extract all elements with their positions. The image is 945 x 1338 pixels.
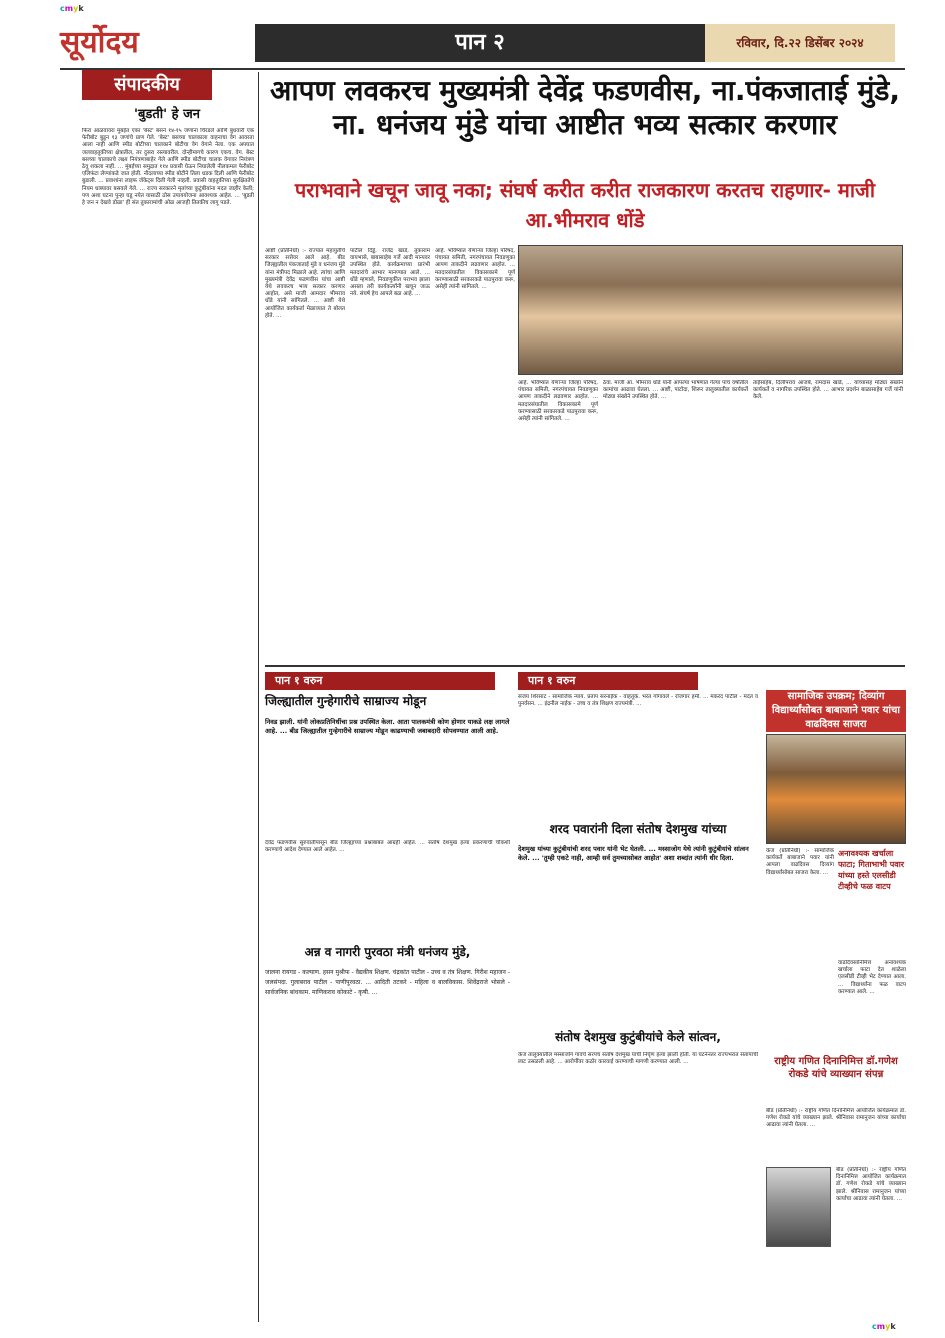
side-story-1-body: केज (प्रतिनिधी) :- सामाजिक कार्यकर्ते बाबाजाने पवार यांनी आपला वाढदिवस दिव्यांग विद्यार्थ्यांसोबत साजरा केला. ... <box>766 848 834 876</box>
ministers-list: जालना रायगड - कल्याण. हसन मुश्रीफ - वैद्यकीय शिक्षण. चंद्रकांत पाटील - उच्च व तंत्र शिक्षण. गिरीश महाजन - जलसंपदा. गुलाबराव पाटील - पाणीपुरवठा. ... आदिती तटकरे - महिला व बालविकास. शिवेंद्रराजे भोसले - सार्वजनिक बांधकाम. माणिकराव कोकाटे - कृषी. ... <box>265 969 510 996</box>
lead-headline: आपण लवकरच मुख्यमंत्री देवेंद्र फडणवीस, ना.पंकजाताई मुंडे, ना. धनंजय मुंडे यांचा आष्टीत भव्य सत्कार करणार <box>269 74 901 141</box>
lead-column-3b: आहे. भविष्यात येणाऱ्या जिल्हा परिषद, पंचायत समिती, नगरपंचायत निवडणुका आपण ताकदीने लढवणार आहोत. ... मतदारसंघातील विकासकामे पूर्ण करण्यासाठी सरकारकडे पाठपुरावा करू, असेही त्यांनी सांगितले. ... <box>518 380 598 423</box>
side-story-2-headline: राष्ट्रीय गणित दिनानिमित्त डॉ.गणेश रोकडे यांचे व्याख्यान संपन्न <box>774 1056 898 1080</box>
lead-column-3: आहे. भविष्यात येणाऱ्या जिल्हा परिषद, पंचायत समिती, नगरपंचायत निवडणुका आपण ताकदीने लढवणार आहोत. ... मतदारसंघातील विकासकामे पूर्ण करण्यासाठी सरकारकडे पाठपुरावा करू, असेही त्यांनी सांगितले. ... <box>435 248 515 291</box>
lead-column-1: आष्टी (प्रतिनिधी) :- राज्यात महायुतीचे सरकार सत्तेवर आले आहे. बीड जिल्ह्यातील पंकजाताई मुंडे व धनंजय मुंडे यांना मंत्रीपद मिळाले आहे. त्यांचा आणि मुख्यमंत्री देवेंद्र फडणवीस यांचा आष्टी येथे लवकरच भव्य सत्कार करणार आहोत, असे माजी आमदार भीमराव धोंडे यांनी सांगितले. ... आष्टी येथे आयोजित कार्यकर्ता मेळाव्यात ते बोलत होते. ... <box>265 248 345 319</box>
color-registration-mark-bottom: cmyk <box>872 1322 896 1331</box>
side-story-1-highlight: अनावश्यक खर्चाला फाटा; गिताभाभी पवार यांच्या हस्ते एलसीडी टीव्हीचे फळ वाटप <box>838 849 905 891</box>
column-divider <box>258 72 259 1322</box>
continued-body-2: केज तालुक्यातील मस्साजोग गावचे सरपंच संतोष देशमुख यांची निर्घृण हत्या झाली होती. या घटनेनंतर राज्यभरात संतापाची लाट उसळली आहे. ... आरोपींवर कठोर कारवाई करण्याची मागणी करण्यात आली. ... <box>518 1052 758 1066</box>
side-story-2-body: बीड (प्रतिनिधी) :- राष्ट्रीय गणित दिनानिमित्त आयोजित कार्यक्रमात डॉ. गणेश रोकडे यांचे व्याख्यान झाले. श्रीनिवास रामानुजन यांच्या कार्याचा आढावा त्यांनी घेतला. ... <box>766 1108 906 1129</box>
lead-column-2: पाटील दिड्डे, राजेंद्र खाडे, तुकाराम वायभासे, बाबासाहेब गर्जे आदी मान्यवर उपस्थित होते. कार्यक्रमाच्या प्रारंभी मतदारांचे आभार मानण्यात आले. ... धोंडे म्हणाले, निवडणुकीत पराभव झाला असला तरी कार्यकर्त्यांनी खचून जाऊ नये. संघर्ष हेच आपले बळ आहे. ... <box>350 248 430 298</box>
continued-bold-text-2: देशमुख यांच्या कुटुंबीयांची शरद पवार यांनी भेट घेतली. ... मस्साजोग येथे त्यांनी कुटुंबीयांचे सांत्वन केले. ... 'तुम्ही एकटे नाही, आम्ही सर्व तुमच्यासोबत आहोत' अशा शब्दांत त्यांनी धीर दिला. <box>518 845 749 862</box>
lead-column-5: ताईसाहेब, दिलीपराव आजबे, रामदास खाडे, ... यांच्यासह मोठ्या संख्येने कार्यकर्ते व नागरिक उपस्थित होते. ... आभार प्रदर्शन बाळासाहेब गर्जे यांनी केले. <box>753 380 903 401</box>
editorial-body: फिरा आळवावरा मुंबईत एका 'बेस्ट' बसने १४-१५ जणांना चिरडले आणि बुधवारी एक फेरीबोट बुडून १३ जणांचे प्राण गेले. 'बेस्ट' बसच्या चालकाला वाहनाचा वेग आवरता आला नाही आणि स्पीड बोटीच्या चालकाने बोटीचा वेग वेगाने नेला. एक अपघात जलवाहतुकीच्या क्षेत्रातील, तर दुसरा रस्त्यावरील. दोन्हीमागचे कारण एकच. वेग. बेस्ट बसच्या चालकाचे लक्ष्य नियंत्रणाबाहेर गेले आणि स्पीड बोटीचा चालक वेगावर नियंत्रण ठेवू शकला नाही. ... मुंबईच्या समुद्रात ११४ प्रवासी घेऊन निघालेली नीलकमल फेरीबोट एलिफंटा लेण्यांकडे जात होती. नौदलाच्या स्पीड बोटीने तिला धडक दिली आणि फेरीबोट बुडाली. ... प्रवाशांना लाइफ जॅकेट्स दिली गेली नव्हती. प्रवासी वाहतुकीच्या सुरक्षिततेचे नियम धाब्यावर बसवले गेले. ... राज्य सरकारने मृतांच्या कुटुंबीयांना मदत जाहीर केली; पण अशा घटना पुन्हा घडू नयेत यासाठी ठोस उपाययोजना आवश्यक आहेत. ... 'बुडती हे जन न देखवे डोळा' ही संत तुकारामांची ओळ आजही तितकीच लागू पडते. <box>82 128 254 207</box>
side-story-2-body-2: बीड (प्रतिनिधी) :- राष्ट्रीय गणित दिनानिमित्त आयोजित कार्यक्रमात डॉ. गणेश रोकडे यांचे व्याख्यान झाले. श्रीनिवास रामानुजन यांच्या कार्याचा आढावा त्यांनी घेतला. ... <box>836 1167 906 1202</box>
continued-body-top-2: संजय शिरसाट - सामाजिक न्याय. प्रताप सरनाईक - वाहतूक. भरत गोगावले - रोजगार हमी. ... मकरंद पाटील - मदत व पुनर्वसन. ... इंद्रनील नाईक - उच्च व तंत्र शिक्षण राज्यमंत्री. ... <box>518 694 758 708</box>
side-story-1-body-2: वाढदिवसानिमित्त अनावश्यक खर्चाला फाटा देत शाळेला एलसीडी टीव्ही भेट देण्यात आला. ... विद्यार्थ्यांना फळ वाटप करण्यात आले. ... <box>838 960 906 995</box>
masthead <box>0 18 945 68</box>
lead-subhead: पराभवाने खचून जावू नका; संघर्ष करीत करीत राजकारण करतच राहणार- माजी आ.भीमराव धोंडे <box>294 178 876 232</box>
continued-headline-1: जिल्ह्यातील गुन्हेगारीचे साम्राज्य मोडून <box>265 694 427 708</box>
rally-crowd-photo <box>518 245 903 375</box>
speaker-portrait-photo <box>766 1167 831 1247</box>
color-registration-mark-top: cmyk <box>60 4 84 13</box>
students-group-photo <box>766 734 906 844</box>
social-initiative-banner: सामाजिक उपक्रम; दिव्यांग विद्यार्थ्यांसोबत बाबाजाने पवार यांचा वाढदिवस साजरा <box>766 690 906 732</box>
continued-bar-2: पान १ वरुन <box>518 672 698 690</box>
continued-bar-1: पान १ वरुन <box>265 672 495 690</box>
continued-subhead-1: अन्न व नागरी पुरवठा मंत्री धनंजय मुंडे, <box>304 945 471 959</box>
lead-column-4: ठेवा. माजी आ. भीमराव धोंडे यांनी आपल्या भाषणात गेल्या पाच वर्षांतील कामांचा आढावा घेतला. ... आष्टी, पाटोदा, शिरूर तालुक्यातील कार्यकर्ते मोठ्या संख्येने उपस्थित होते. ... <box>603 380 748 401</box>
continued-body-1: देवेंद्र फडणवीस सुरुवातीपासून बीड जिल्ह्याच्या प्रश्नांबाबत आग्रही आहेत. ... संतोष देशमुख हत्या प्रकरणाची चौकशी करण्याचे आदेश देण्यात आले आहेत. ... <box>265 840 510 854</box>
newspaper-logo: सूर्योदय <box>60 25 139 60</box>
section-divider <box>265 665 905 667</box>
continued-headline-2: शरद पवारांनी दिला संतोष देशमुख यांच्या <box>549 822 727 836</box>
editorial-tag: संपादकीय <box>82 70 212 100</box>
continued-headline-2b: संतोष देशमुख कुटुंबीयांचे केले सांत्वन, <box>555 1030 721 1044</box>
issue-date: रविवार, दि.२२ डिसेंबर २०२४ <box>705 24 895 62</box>
continued-bold-text-1: निवड झाली. यांनी लोकप्रतिनिधींचा प्रश्न उपस्थित केला. आता पालकमंत्री कोण होणार याकडे लक्ष लागले आहे. ... बीड जिल्ह्यातील गुन्हेगारीचे साम्राज्य मोडून काढण्याची जबाबदारी सोपवण्यात आली आहे. <box>265 718 510 735</box>
page-number-banner: पान २ <box>255 24 705 62</box>
editorial-title: 'बुडती' हे जन <box>134 107 200 122</box>
